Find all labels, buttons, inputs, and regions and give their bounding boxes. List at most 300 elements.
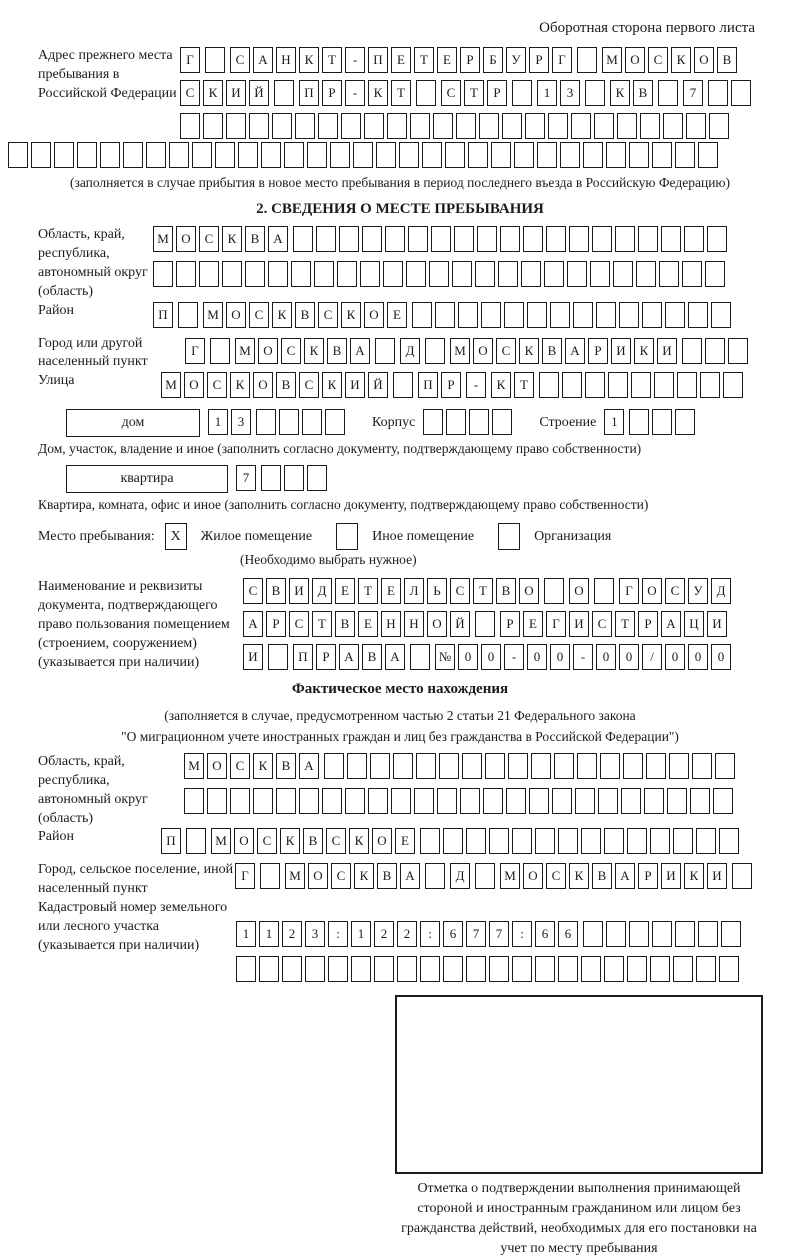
char-cell[interactable] (199, 261, 219, 287)
char-cell[interactable] (245, 261, 265, 287)
char-cell[interactable]: О (473, 338, 493, 364)
char-cell[interactable] (192, 142, 212, 168)
char-cell[interactable]: М (500, 863, 520, 889)
char-cell[interactable] (416, 753, 436, 779)
char-cell[interactable] (456, 113, 476, 139)
char-cell[interactable]: С (281, 338, 301, 364)
char-cell[interactable] (439, 753, 459, 779)
char-cell[interactable] (590, 261, 610, 287)
char-cell[interactable]: 6 (535, 921, 555, 947)
char-cell[interactable] (435, 302, 455, 328)
char-cell[interactable] (341, 113, 361, 139)
char-cell[interactable] (558, 956, 578, 982)
char-cell[interactable] (581, 828, 601, 854)
char-cell[interactable]: Н (404, 611, 424, 637)
char-cell[interactable] (640, 113, 660, 139)
char-cell[interactable]: К (671, 47, 691, 73)
char-cell[interactable]: Е (387, 302, 407, 328)
char-cell[interactable]: А (615, 863, 635, 889)
char-cell[interactable]: О (523, 863, 543, 889)
char-cell[interactable]: 3 (560, 80, 580, 106)
char-cell[interactable]: А (400, 863, 420, 889)
char-cell[interactable] (500, 226, 520, 252)
char-cell[interactable] (489, 956, 509, 982)
char-cell[interactable] (705, 261, 725, 287)
char-cell[interactable]: К (341, 302, 361, 328)
char-cell[interactable]: С (665, 578, 685, 604)
char-cell[interactable]: Е (391, 47, 411, 73)
char-cell[interactable] (31, 142, 51, 168)
char-cell[interactable] (732, 863, 752, 889)
char-cell[interactable]: О (625, 47, 645, 73)
char-cell[interactable]: И (611, 338, 631, 364)
char-cell[interactable] (393, 753, 413, 779)
char-cell[interactable] (318, 113, 338, 139)
char-cell[interactable] (100, 142, 120, 168)
char-cell[interactable]: № (435, 644, 455, 670)
char-cell[interactable] (696, 828, 716, 854)
char-cell[interactable] (236, 956, 256, 982)
char-cell[interactable] (454, 226, 474, 252)
char-cell[interactable] (512, 956, 532, 982)
char-cell[interactable]: К (368, 80, 388, 106)
char-cell[interactable] (261, 142, 281, 168)
char-cell[interactable]: О (226, 302, 246, 328)
apartment-box[interactable]: квартира (66, 465, 228, 493)
char-cell[interactable] (577, 753, 597, 779)
char-cell[interactable]: К (684, 863, 704, 889)
char-cell[interactable] (652, 142, 672, 168)
char-cell[interactable]: Н (276, 47, 296, 73)
char-cell[interactable] (708, 80, 728, 106)
char-cell[interactable]: К (280, 828, 300, 854)
char-cell[interactable]: / (642, 644, 662, 670)
char-cell[interactable] (523, 226, 543, 252)
char-cell[interactable]: А (565, 338, 585, 364)
char-cell[interactable] (351, 956, 371, 982)
char-cell[interactable]: 0 (711, 644, 731, 670)
char-cell[interactable]: С (331, 863, 351, 889)
char-cell[interactable]: 0 (688, 644, 708, 670)
char-cell[interactable]: - (345, 47, 365, 73)
char-cell[interactable]: - (345, 80, 365, 106)
char-cell[interactable] (422, 142, 442, 168)
char-cell[interactable]: А (243, 611, 263, 637)
char-cell[interactable]: К (610, 80, 630, 106)
char-cell[interactable] (663, 113, 683, 139)
char-cell[interactable] (410, 113, 430, 139)
char-cell[interactable] (374, 956, 394, 982)
char-cell[interactable] (548, 113, 568, 139)
char-cell[interactable]: С (326, 828, 346, 854)
char-cell[interactable]: Р (487, 80, 507, 106)
char-cell[interactable] (650, 828, 670, 854)
char-cell[interactable] (585, 80, 605, 106)
char-cell[interactable] (353, 142, 373, 168)
char-cell[interactable]: О (258, 338, 278, 364)
char-cell[interactable]: О (427, 611, 447, 637)
char-cell[interactable]: : (512, 921, 532, 947)
char-cell[interactable] (719, 956, 739, 982)
char-cell[interactable]: 1 (351, 921, 371, 947)
char-cell[interactable]: Е (437, 47, 457, 73)
char-cell[interactable] (468, 142, 488, 168)
char-cell[interactable]: В (276, 372, 296, 398)
char-cell[interactable] (560, 142, 580, 168)
char-cell[interactable]: О (364, 302, 384, 328)
char-cell[interactable] (644, 788, 664, 814)
char-cell[interactable] (692, 753, 712, 779)
char-cell[interactable] (606, 921, 626, 947)
char-cell[interactable]: 1 (259, 921, 279, 947)
char-cell[interactable] (77, 142, 97, 168)
char-cell[interactable] (621, 788, 641, 814)
char-cell[interactable] (406, 261, 426, 287)
char-cell[interactable]: Р (638, 611, 658, 637)
char-cell[interactable]: В (496, 578, 516, 604)
char-cell[interactable] (673, 828, 693, 854)
char-cell[interactable]: 0 (619, 644, 639, 670)
char-cell[interactable]: В (295, 302, 315, 328)
char-cell[interactable]: М (184, 753, 204, 779)
char-cell[interactable]: Г (185, 338, 205, 364)
char-cell[interactable] (529, 788, 549, 814)
char-cell[interactable] (546, 226, 566, 252)
char-cell[interactable] (324, 753, 344, 779)
char-cell[interactable] (274, 80, 294, 106)
char-cell[interactable]: Е (381, 578, 401, 604)
char-cell[interactable]: К (354, 863, 374, 889)
char-cell[interactable] (8, 142, 28, 168)
char-cell[interactable] (492, 409, 512, 435)
char-cell[interactable] (322, 788, 342, 814)
char-cell[interactable] (347, 753, 367, 779)
char-cell[interactable]: 1 (537, 80, 557, 106)
char-cell[interactable]: П (418, 372, 438, 398)
char-cell[interactable] (460, 788, 480, 814)
char-cell[interactable] (682, 338, 702, 364)
char-cell[interactable]: А (661, 611, 681, 637)
char-cell[interactable] (276, 788, 296, 814)
char-cell[interactable] (284, 142, 304, 168)
char-cell[interactable] (291, 261, 311, 287)
char-cell[interactable]: Ц (684, 611, 704, 637)
char-cell[interactable]: Д (312, 578, 332, 604)
char-cell[interactable] (410, 644, 430, 670)
char-cell[interactable] (571, 113, 591, 139)
char-cell[interactable]: У (506, 47, 526, 73)
char-cell[interactable]: М (450, 338, 470, 364)
char-cell[interactable] (385, 226, 405, 252)
char-cell[interactable] (437, 788, 457, 814)
char-cell[interactable]: К (519, 338, 539, 364)
char-cell[interactable] (594, 113, 614, 139)
char-cell[interactable] (268, 644, 288, 670)
char-cell[interactable]: Т (615, 611, 635, 637)
char-cell[interactable] (658, 80, 678, 106)
char-cell[interactable] (673, 956, 693, 982)
char-cell[interactable] (675, 409, 695, 435)
char-cell[interactable] (721, 921, 741, 947)
char-cell[interactable] (642, 302, 662, 328)
char-cell[interactable] (719, 828, 739, 854)
char-cell[interactable] (629, 409, 649, 435)
char-cell[interactable] (598, 788, 618, 814)
char-cell[interactable]: Т (464, 80, 484, 106)
char-cell[interactable] (481, 302, 501, 328)
char-cell[interactable]: И (289, 578, 309, 604)
char-cell[interactable] (700, 372, 720, 398)
char-cell[interactable]: О (207, 753, 227, 779)
char-cell[interactable]: С (199, 226, 219, 252)
char-cell[interactable] (604, 828, 624, 854)
char-cell[interactable] (238, 142, 258, 168)
char-cell[interactable]: М (153, 226, 173, 252)
char-cell[interactable] (604, 956, 624, 982)
char-cell[interactable] (259, 956, 279, 982)
char-cell[interactable] (429, 261, 449, 287)
char-cell[interactable] (330, 142, 350, 168)
char-cell[interactable]: Й (450, 611, 470, 637)
checkbox-organizatsiya[interactable] (498, 523, 520, 550)
char-cell[interactable] (325, 409, 345, 435)
char-cell[interactable]: О (569, 578, 589, 604)
char-cell[interactable]: Т (414, 47, 434, 73)
char-cell[interactable] (393, 372, 413, 398)
char-cell[interactable] (431, 226, 451, 252)
char-cell[interactable] (539, 372, 559, 398)
char-cell[interactable]: К (272, 302, 292, 328)
char-cell[interactable]: Д (400, 338, 420, 364)
char-cell[interactable]: М (203, 302, 223, 328)
char-cell[interactable]: И (707, 863, 727, 889)
char-cell[interactable]: О (234, 828, 254, 854)
char-cell[interactable] (617, 113, 637, 139)
char-cell[interactable] (360, 261, 380, 287)
char-cell[interactable]: Й (249, 80, 269, 106)
char-cell[interactable] (558, 828, 578, 854)
char-cell[interactable] (215, 142, 235, 168)
char-cell[interactable]: В (276, 753, 296, 779)
char-cell[interactable] (475, 261, 495, 287)
char-cell[interactable] (489, 828, 509, 854)
char-cell[interactable]: 0 (458, 644, 478, 670)
char-cell[interactable]: Р (638, 863, 658, 889)
char-cell[interactable]: С (648, 47, 668, 73)
char-cell[interactable] (479, 113, 499, 139)
char-cell[interactable] (253, 788, 273, 814)
char-cell[interactable]: К (203, 80, 223, 106)
char-cell[interactable]: Е (358, 611, 378, 637)
char-cell[interactable]: Т (514, 372, 534, 398)
char-cell[interactable] (567, 261, 587, 287)
char-cell[interactable]: П (368, 47, 388, 73)
checkbox-inoe[interactable] (336, 523, 358, 550)
char-cell[interactable] (203, 113, 223, 139)
char-cell[interactable]: К (322, 372, 342, 398)
char-cell[interactable]: Р (322, 80, 342, 106)
char-cell[interactable] (537, 142, 557, 168)
char-cell[interactable] (433, 113, 453, 139)
char-cell[interactable]: 1 (208, 409, 228, 435)
char-cell[interactable] (577, 47, 597, 73)
char-cell[interactable]: О (253, 372, 273, 398)
char-cell[interactable] (397, 956, 417, 982)
char-cell[interactable]: О (519, 578, 539, 604)
char-cell[interactable] (123, 142, 143, 168)
char-cell[interactable] (684, 226, 704, 252)
char-cell[interactable] (282, 956, 302, 982)
char-cell[interactable]: Н (381, 611, 401, 637)
checkbox-zhiloe[interactable]: X (165, 523, 187, 550)
char-cell[interactable]: В (335, 611, 355, 637)
char-cell[interactable]: К (304, 338, 324, 364)
char-cell[interactable]: В (362, 644, 382, 670)
char-cell[interactable] (527, 302, 547, 328)
char-cell[interactable] (711, 302, 731, 328)
char-cell[interactable]: 0 (550, 644, 570, 670)
char-cell[interactable]: Р (266, 611, 286, 637)
char-cell[interactable] (205, 47, 225, 73)
char-cell[interactable] (462, 753, 482, 779)
char-cell[interactable]: 6 (558, 921, 578, 947)
char-cell[interactable]: М (602, 47, 622, 73)
char-cell[interactable]: С (243, 578, 263, 604)
char-cell[interactable]: С (546, 863, 566, 889)
char-cell[interactable] (412, 302, 432, 328)
char-cell[interactable] (623, 753, 643, 779)
char-cell[interactable] (615, 226, 635, 252)
char-cell[interactable] (362, 226, 382, 252)
char-cell[interactable] (652, 409, 672, 435)
char-cell[interactable]: В (542, 338, 562, 364)
char-cell[interactable] (328, 956, 348, 982)
char-cell[interactable] (364, 113, 384, 139)
char-cell[interactable]: А (253, 47, 273, 73)
char-cell[interactable]: 1 (236, 921, 256, 947)
house-box[interactable]: дом (66, 409, 200, 437)
char-cell[interactable]: : (328, 921, 348, 947)
char-cell[interactable] (466, 956, 486, 982)
char-cell[interactable] (153, 261, 173, 287)
char-cell[interactable]: К (634, 338, 654, 364)
char-cell[interactable] (295, 113, 315, 139)
char-cell[interactable] (669, 753, 689, 779)
char-cell[interactable] (504, 302, 524, 328)
char-cell[interactable] (502, 113, 522, 139)
char-cell[interactable]: В (266, 578, 286, 604)
char-cell[interactable] (272, 113, 292, 139)
char-cell[interactable] (391, 788, 411, 814)
char-cell[interactable]: И (707, 611, 727, 637)
char-cell[interactable] (709, 113, 729, 139)
char-cell[interactable]: П (161, 828, 181, 854)
char-cell[interactable] (345, 788, 365, 814)
char-cell[interactable]: Т (391, 80, 411, 106)
char-cell[interactable] (316, 226, 336, 252)
char-cell[interactable] (176, 261, 196, 287)
char-cell[interactable] (521, 261, 541, 287)
char-cell[interactable] (260, 863, 280, 889)
char-cell[interactable] (314, 261, 334, 287)
char-cell[interactable]: А (385, 644, 405, 670)
char-cell[interactable]: М (211, 828, 231, 854)
char-cell[interactable] (535, 956, 555, 982)
char-cell[interactable] (477, 226, 497, 252)
char-cell[interactable]: Д (711, 578, 731, 604)
char-cell[interactable] (573, 302, 593, 328)
char-cell[interactable]: Р (316, 644, 336, 670)
char-cell[interactable] (383, 261, 403, 287)
char-cell[interactable]: 0 (527, 644, 547, 670)
char-cell[interactable]: О (642, 578, 662, 604)
char-cell[interactable] (420, 956, 440, 982)
char-cell[interactable] (491, 142, 511, 168)
char-cell[interactable] (619, 302, 639, 328)
char-cell[interactable]: И (243, 644, 263, 670)
char-cell[interactable]: В (245, 226, 265, 252)
char-cell[interactable] (425, 338, 445, 364)
char-cell[interactable]: М (235, 338, 255, 364)
char-cell[interactable] (307, 465, 327, 491)
char-cell[interactable]: О (308, 863, 328, 889)
char-cell[interactable] (554, 753, 574, 779)
char-cell[interactable]: - (466, 372, 486, 398)
char-cell[interactable] (629, 142, 649, 168)
char-cell[interactable] (293, 226, 313, 252)
char-cell[interactable] (682, 261, 702, 287)
char-cell[interactable] (667, 788, 687, 814)
char-cell[interactable] (594, 578, 614, 604)
char-cell[interactable] (646, 753, 666, 779)
char-cell[interactable]: 2 (397, 921, 417, 947)
char-cell[interactable]: К (349, 828, 369, 854)
char-cell[interactable] (675, 921, 695, 947)
char-cell[interactable] (446, 409, 466, 435)
char-cell[interactable]: О (184, 372, 204, 398)
char-cell[interactable]: Г (235, 863, 255, 889)
char-cell[interactable] (249, 113, 269, 139)
char-cell[interactable] (705, 338, 725, 364)
char-cell[interactable]: А (299, 753, 319, 779)
char-cell[interactable] (445, 142, 465, 168)
char-cell[interactable]: О (176, 226, 196, 252)
char-cell[interactable] (375, 338, 395, 364)
char-cell[interactable] (636, 261, 656, 287)
char-cell[interactable] (387, 113, 407, 139)
char-cell[interactable] (627, 956, 647, 982)
char-cell[interactable] (659, 261, 679, 287)
char-cell[interactable]: Е (395, 828, 415, 854)
char-cell[interactable] (613, 261, 633, 287)
char-cell[interactable] (508, 753, 528, 779)
char-cell[interactable]: К (299, 47, 319, 73)
char-cell[interactable]: С (249, 302, 269, 328)
char-cell[interactable] (715, 753, 735, 779)
char-cell[interactable]: 2 (282, 921, 302, 947)
char-cell[interactable] (307, 142, 327, 168)
char-cell[interactable]: Т (322, 47, 342, 73)
char-cell[interactable]: С (289, 611, 309, 637)
char-cell[interactable]: К (491, 372, 511, 398)
char-cell[interactable]: А (339, 644, 359, 670)
char-cell[interactable] (677, 372, 697, 398)
char-cell[interactable] (569, 226, 589, 252)
char-cell[interactable]: Б (483, 47, 503, 73)
char-cell[interactable]: Г (180, 47, 200, 73)
char-cell[interactable] (279, 409, 299, 435)
char-cell[interactable]: Р (500, 611, 520, 637)
